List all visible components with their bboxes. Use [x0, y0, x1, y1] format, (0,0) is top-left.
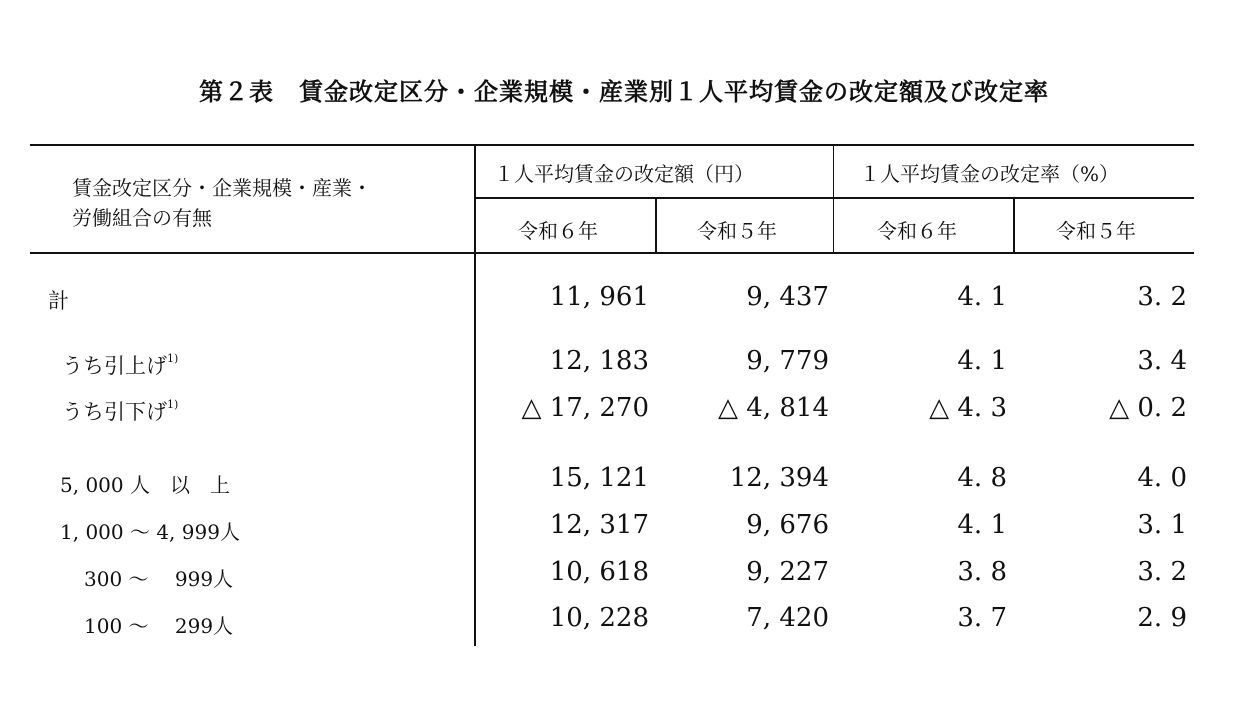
group-header-rate: １人平均賃金の改定率（%）	[860, 162, 1120, 186]
stub-divider	[474, 144, 476, 646]
row-label-raise-text: うち引上げ	[62, 354, 167, 378]
cell-cut-r5-rate: △ 0. 2	[1109, 393, 1187, 423]
cell-cut-r6-amount: △ 17, 270	[521, 393, 649, 423]
stub-header-line2: 労働組合の有無	[72, 206, 212, 230]
group-divider	[833, 144, 834, 254]
row-label-cut-text: うち引下げ	[62, 400, 167, 424]
group-header-amount: １人平均賃金の改定額（円）	[494, 162, 754, 186]
cell-5000-r5-rate: 4. 0	[1137, 463, 1187, 493]
cell-raise-r6-amount: 12, 183	[549, 346, 649, 376]
col-header-r5-amount: 令和５年	[697, 219, 777, 243]
col-divider-1	[655, 197, 657, 254]
cell-300-r5-amount: 9, 227	[746, 557, 829, 587]
table-title: 第２表 賃金改定区分・企業規模・産業別１人平均賃金の改定額及び改定率	[199, 78, 1049, 106]
col-header-r6-rate: 令和６年	[877, 219, 957, 243]
row-label-1000-4999: 1, 000 ～ 4, 999人	[60, 520, 240, 544]
row-label-cut	[62, 396, 178, 426]
stub-header-line1: 賃金改定区分・企業規模・産業・	[72, 176, 372, 200]
footnote-ref-raise: 1)	[167, 352, 179, 365]
cell-1000-r6-rate: 4. 1	[957, 510, 1007, 540]
cell-1000-r5-amount: 9, 676	[746, 510, 829, 540]
cell-raise-r5-amount: 9, 779	[746, 346, 829, 376]
cell-5000-r6-rate: 4. 8	[957, 463, 1007, 493]
cell-100-r5-amount: 7, 420	[746, 603, 829, 633]
cell-total-r6-amount: 11, 961	[549, 282, 649, 312]
footnote-ref-cut: 1)	[167, 398, 179, 411]
cell-300-r6-rate: 3. 8	[957, 557, 1007, 587]
cell-total-r6-rate: 4. 1	[957, 282, 1007, 312]
cell-total-r5-amount: 9, 437	[746, 282, 829, 312]
col-divider-3	[1013, 197, 1015, 254]
cell-100-r6-rate: 3. 7	[957, 603, 1007, 633]
cell-100-r6-amount: 10, 228	[549, 603, 649, 633]
cell-cut-r6-rate: △ 4. 3	[929, 393, 1007, 423]
cell-1000-r5-rate: 3. 1	[1137, 510, 1187, 540]
row-label-100-299: 100 ～ 299人	[84, 614, 234, 638]
cell-300-r5-rate: 3. 2	[1137, 557, 1187, 587]
row-label-total: 計	[48, 289, 69, 313]
col-header-r5-rate: 令和５年	[1056, 219, 1136, 243]
cell-5000-r5-amount: 12, 394	[729, 463, 829, 493]
cell-300-r6-amount: 10, 618	[549, 557, 649, 587]
cell-1000-r6-amount: 12, 317	[549, 510, 649, 540]
row-label-5000-plus: 5, 000 人 以 上	[60, 473, 230, 497]
group-header-rule	[476, 197, 1194, 199]
col-header-r6-amount: 令和６年	[518, 219, 598, 243]
cell-cut-r5-amount: △ 4, 814	[718, 393, 829, 423]
header-bottom-rule	[30, 252, 1194, 254]
row-label-300-999: 300 ～ 999人	[84, 567, 234, 591]
cell-total-r5-rate: 3. 2	[1137, 282, 1187, 312]
row-label-raise	[62, 350, 178, 380]
cell-5000-r6-amount: 15, 121	[549, 463, 649, 493]
cell-raise-r5-rate: 3. 4	[1137, 346, 1187, 376]
cell-raise-r6-rate: 4. 1	[957, 346, 1007, 376]
cell-100-r5-rate: 2. 9	[1137, 603, 1187, 633]
top-rule	[30, 144, 1194, 146]
